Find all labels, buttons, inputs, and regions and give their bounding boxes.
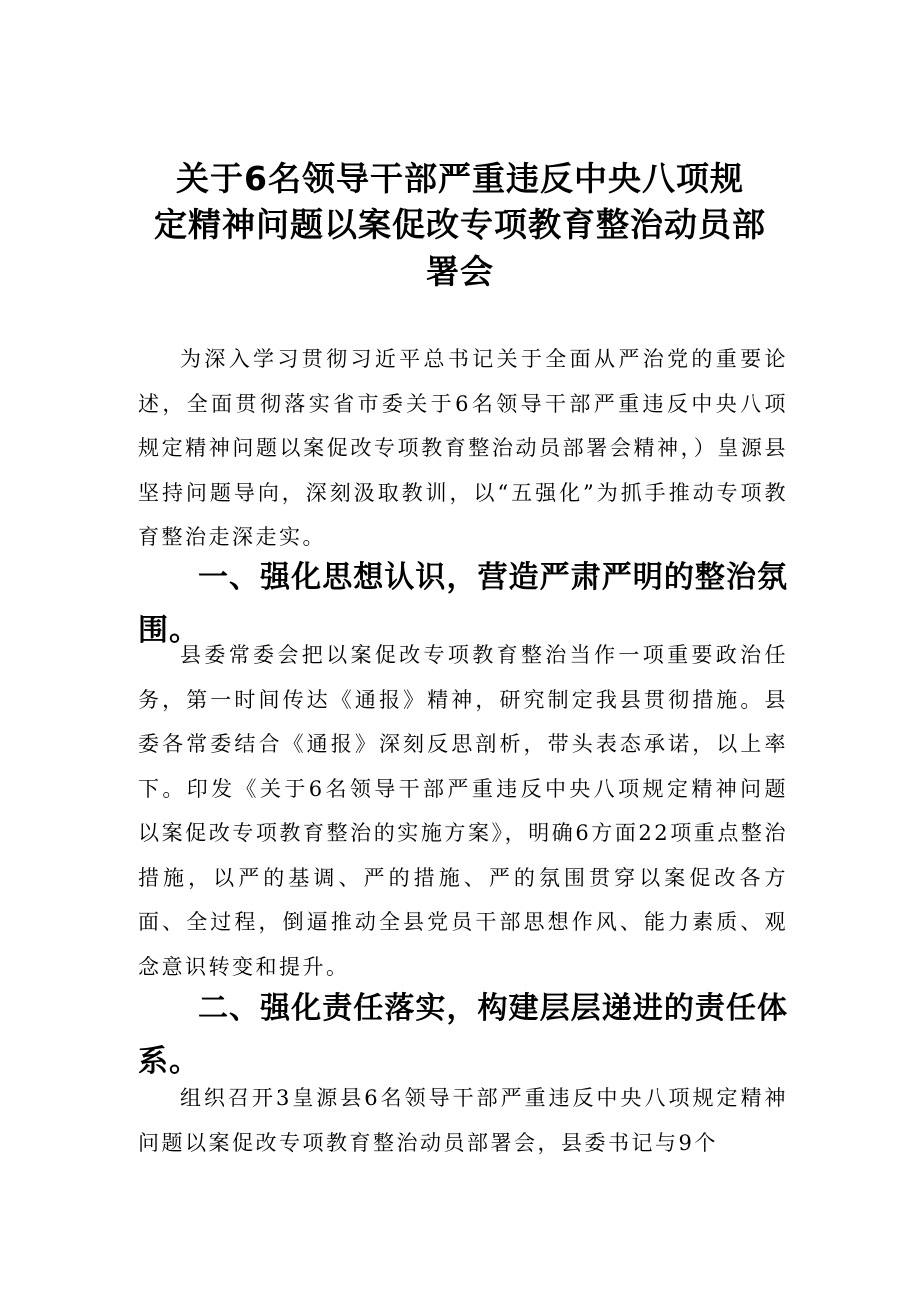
- document-title-line-1: 关于6名领导干部严重违反中央八项规: [176, 159, 744, 198]
- section-2-paragraph: 组织召开3皇源县6名领导干部严重违反中央八项规定精神问题以案促改专项教育整治动员部署会，县委书记与9个: [138, 1086, 788, 1155]
- section-1-paragraph: 县委常委会把以案促改专项教育整治当作一项重要政治任务，第一时间传达《通报》精神，研究制定我县贯彻措施。县委各常委结合《通报》深刻反思剖析，带头表态承诺，以上率下。印发《关于6名领导干部严重违反中央八项规定精神问题以案促改专项教育整治的实施方案》，明确6方面22项重点整治措施，以严的基调、严的措施、严的氛围贯穿以案促改各方面、全过程，倒逼推动全县党员干部思想作风、能力素质、观念意识转变和提升。: [138, 643, 788, 979]
- intro-paragraph: 为深入学习贯彻习近平总书记关于全面从严治党的重要论述，全面贯彻落实省市委关于6名领导干部严重违反中央八项规定精神问题以案促改专项教育整治动员部署会精神，）皇源县坚持问题导向，深刻汲取教训，以“五强化”为抓手推动专项教育整治走深走实。: [138, 347, 788, 549]
- document-title-line-2: 定精神问题以案促改专项教育整治动员部: [154, 205, 766, 244]
- section-1-heading: 一、强化思想认识，营造严肃严明的整治氛围。: [138, 560, 788, 648]
- section-2-heading: 二、强化责任落实，构建层层递进的责任体系。: [138, 991, 788, 1079]
- document-title-line-3: 署会: [426, 252, 494, 291]
